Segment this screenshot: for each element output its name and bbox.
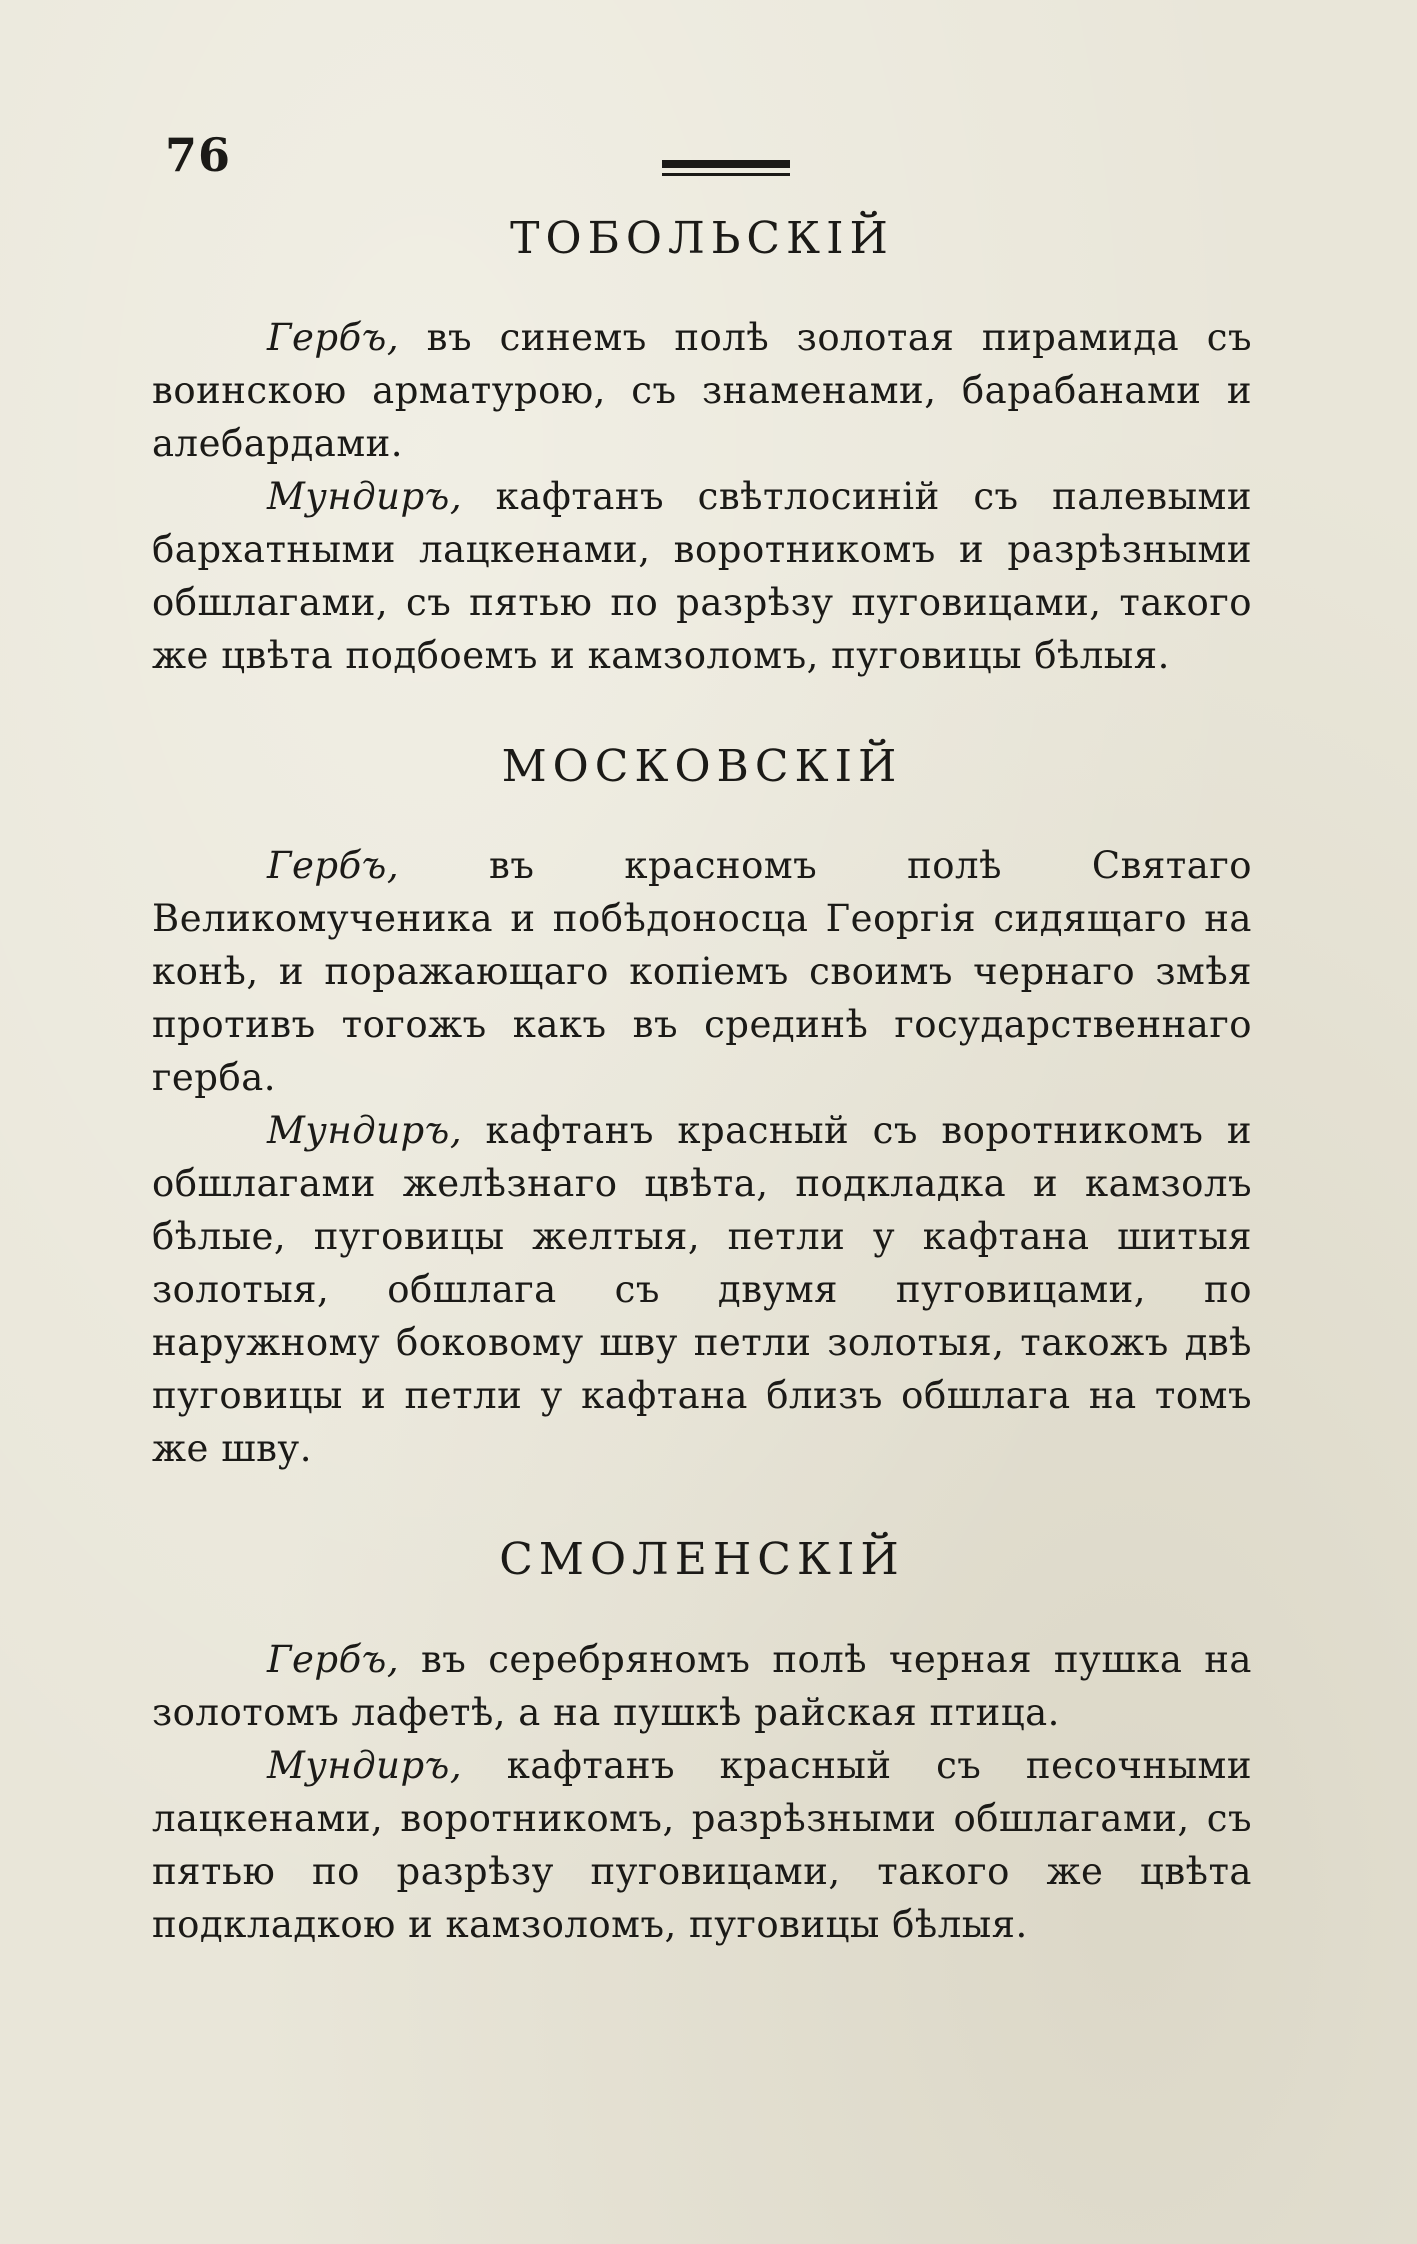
paragraph-text: кафтанъ свѣтлосинiй съ палевыми бархатными лацкенами, воротникомъ и разрѣзными обшлагами, съ пятью по разрѣзу пуговицами, такого же цвѣта подбоемъ и камзоломъ, пуговицы бѣлыя. [152, 475, 1252, 678]
paragraph-text: кафтанъ красный съ песочными лацкенами, воротникомъ, разрѣзными обшлагами, съ пятью по разрѣзу пуговицами, такого же цвѣта подкладкою и камзоломъ, пуговицы бѣлыя. [152, 1743, 1252, 1946]
page-number: 76 [165, 128, 232, 182]
paragraph-text: въ красномъ полѣ Святаго Великомученика и побѣдоносца Георгiя сидящаго на конѣ, и поражающаго копiемъ своимъ чернаго змѣя противъ тогожъ какъ въ срединѣ государственнаго герба. [152, 844, 1252, 1100]
header-rule-thin [662, 173, 790, 176]
section-moscow [152, 738, 1252, 1475]
paragraph-lead: Гербъ, [267, 316, 400, 360]
uniform-paragraph [152, 1739, 1252, 1951]
uniform-paragraph [152, 470, 1252, 682]
paragraph-lead: Мундиръ, [267, 475, 463, 519]
page-content [152, 210, 1252, 2007]
header-rule-thick [662, 160, 790, 168]
paragraph-lead: Гербъ, [267, 1637, 400, 1681]
section-smolensk [152, 1531, 1252, 1950]
coat-of-arms-paragraph [152, 839, 1252, 1104]
paragraph-lead: Гербъ, [267, 844, 400, 888]
paragraph-text: въ синемъ полѣ золотая пирамида съ воинскою арматурою, съ знаменами, барабанами и алебардами. [152, 316, 1252, 466]
section-title: ТОБОЛЬСКIЙ [510, 213, 894, 264]
paragraph-lead: Мундиръ, [267, 1109, 463, 1153]
paragraph-text: въ серебряномъ полѣ черная пушка на золотомъ лафетѣ, а на пушкѣ райская птица. [152, 1637, 1252, 1734]
uniform-paragraph [152, 1104, 1252, 1475]
section-tobolsk [152, 210, 1252, 682]
coat-of-arms-paragraph [152, 311, 1252, 470]
section-title: МОСКОВСКIЙ [501, 741, 903, 793]
coat-of-arms-paragraph [152, 1633, 1252, 1739]
paragraph-text: кафтанъ красный съ воротникомъ и обшлагами желѣзнаго цвѣта, подкладка и камзолъ бѣлые, пуговицы желтыя, петли у кафтана шитыя золотыя, обшлага съ двумя пуговицами, по наружному боковому шву петли золотыя, такожъ двѣ пуговицы и петли у кафтана близъ обшлага на томъ же шву. [152, 1109, 1252, 1471]
paragraph-lead: Мундиръ, [267, 1743, 463, 1787]
section-title: СМОЛЕНСКIЙ [499, 1534, 905, 1586]
header-rule [662, 160, 790, 180]
